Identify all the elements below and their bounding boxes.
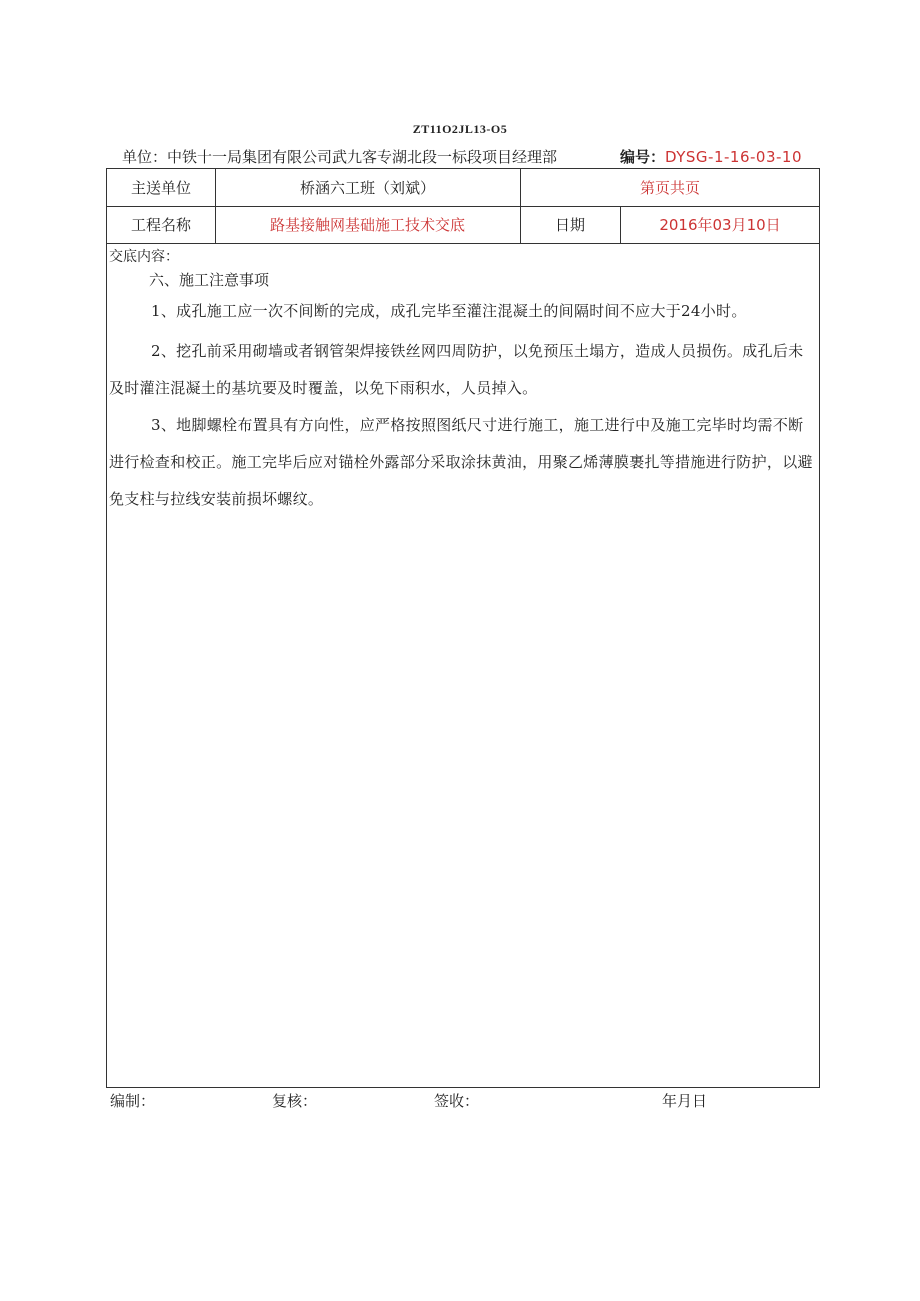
paragraph-1: 1、成孔施工应一次不间断的完成，成孔完毕至灌注混凝土的间隔时间不应大于24小时。 xyxy=(151,302,747,320)
content-label: 交底内容： xyxy=(109,249,179,265)
disclosure-table xyxy=(106,168,820,1088)
unit-line: 单位：中铁十一局集团有限公司武九客专湖北段一标段项目经理部 xyxy=(122,148,558,166)
project-value: 路基接触网基础施工技术交底 xyxy=(269,216,465,234)
row-divider xyxy=(107,243,819,244)
recipient-label: 主送单位 xyxy=(130,179,191,197)
document-code: ZT11O2JL13-O5 xyxy=(412,122,508,136)
project-label: 工程名称 xyxy=(130,216,191,234)
sign-date: 年月日 xyxy=(662,1092,708,1110)
paragraph-2: 2、挖孔前采用砌墙或者钢管架焊接铁丝网四周防护，以免预压土塌方，造成人员损伤。成孔后未及时灌注混凝土的基坑要及时覆盖，以免下雨积水，人员掉入。 xyxy=(109,342,804,397)
serial-value: DYSG-1-16-03-10 xyxy=(665,148,803,166)
date-label: 日期 xyxy=(554,216,585,234)
received-by: 签收： xyxy=(434,1092,480,1110)
serial-number xyxy=(620,146,802,167)
serial-label: 编号： xyxy=(620,148,666,166)
date-value: 2016年03月10日 xyxy=(659,216,781,234)
recipient-value: 桥涵六工班（刘斌） xyxy=(299,179,435,197)
paragraph-3: 3、地脚螺栓布置具有方向性，应严格按照图纸尺寸进行施工，施工进行中及施工完毕时均需不断进行检查和校正。施工完毕后应对锚栓外露部分采取涂抹黄油，用聚乙烯薄膜裹扎等措施进行防护，以避免支柱与拉线安装前损坏螺纹。 xyxy=(109,416,813,508)
page-info: 第页共页 xyxy=(639,179,700,197)
section-title: 六、施工注意事项 xyxy=(149,271,270,289)
reviewed-by: 复核： xyxy=(272,1092,318,1110)
prepared-by: 编制： xyxy=(110,1092,156,1110)
